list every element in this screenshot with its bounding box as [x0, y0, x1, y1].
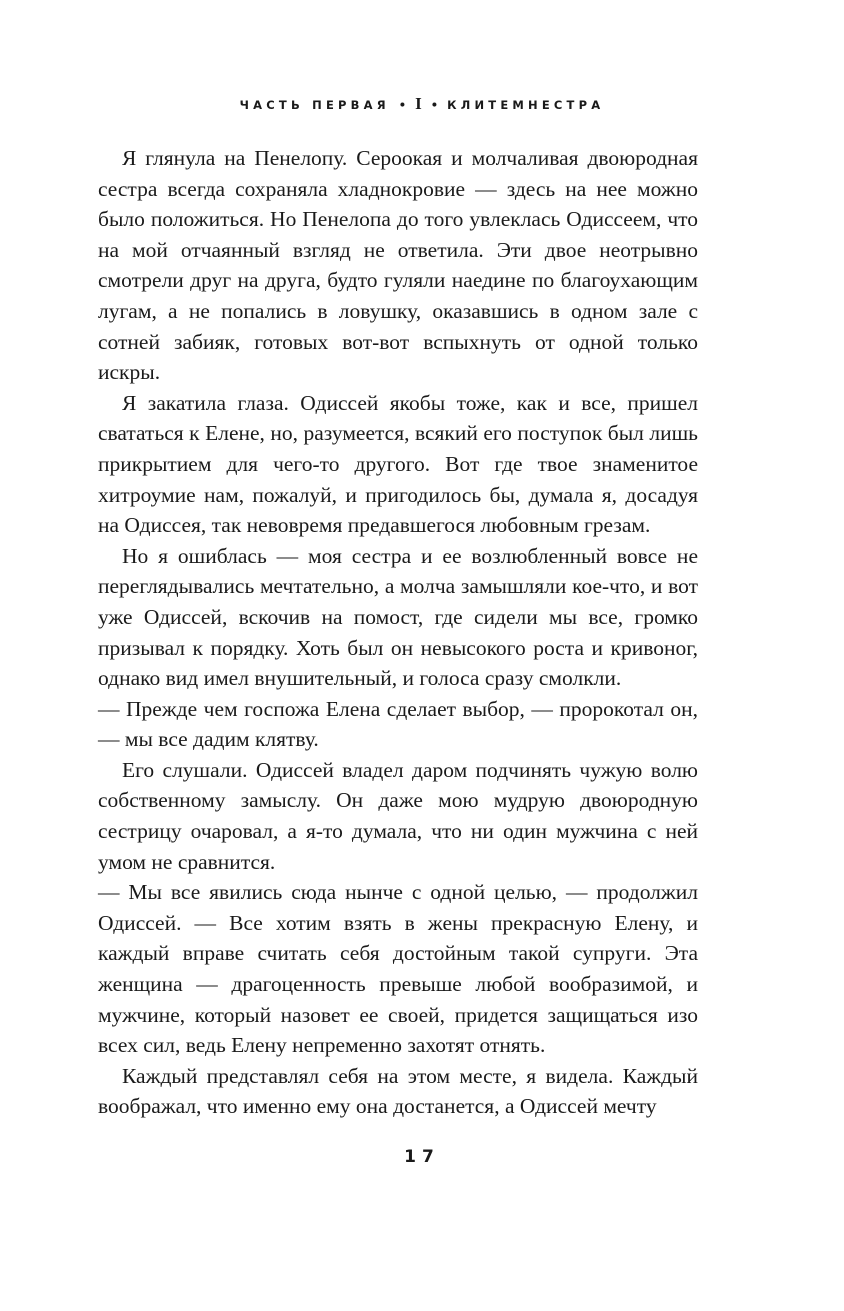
body-text	[98, 143, 698, 1122]
paragraph: Я закатила глаза. Одиссей якобы тоже, как и все, пришел свататься к Елене, но, разумеется, всякий его поступок был лишь прикрытием для чего-то другого. Вот где твое знаменитое хитроумие нам, пожалуй, и пригодилось бы, думала я, досадуя на Одиссея, так невовремя предавшегося любовным грезам.	[98, 390, 698, 538]
paragraph: Я глянула на Пенелопу. Сероокая и молчаливая двоюродная сестра всегда сохраняла хладнокровие — здесь на нее можно было положиться. Но Пенелопа до того увлеклась Одиссеем, что на мой отчаянный взгляд не ответила. Эти двое неотрывно смотрели друг на друга, будто гуляли наедине по благоухающим лугам, а не попались в ловушку, оказавшись в одном зале с сотней забияк, готовых вот-вот вспыхнуть от одной только искры.	[98, 146, 698, 385]
chapter-title: КЛИТЕМНЕСТРА	[447, 98, 605, 112]
dialogue-paragraph: — Прежде чем госпожа Елена сделает выбор, — пророкотал он, — мы все дадим клятву.	[98, 696, 698, 752]
dialogue-paragraph: — Мы все явились сюда нынче с одной целью, — продолжил Одиссей. — Все хотим взять в жены прекрасную Елену, и каждый вправе считать себя достойным такой супруги. Эта женщина — драгоценность превыше любой вообразимой, и мужчине, который назовет ее своей, придется защищаться изо всех сил, ведь Елену непременно захотят отнять.	[98, 880, 698, 1058]
running-header	[0, 94, 844, 114]
header-separator-1: •	[398, 98, 407, 112]
paragraph: Его слушали. Одиссей владел даром подчинять чужую волю собственному замыслу. Он даже мою мудрую двоюродную сестрицу очаровал, а я-то думала, что ни один мужчина с ней умом не сравнится.	[98, 757, 698, 874]
header-separator-2: •	[430, 98, 439, 112]
chapter-numeral: I	[415, 94, 422, 113]
paragraph: Каждый представлял себя на этом месте, я видела. Каждый воображал, что именно ему она достанется, а Одиссей мечту	[98, 1063, 698, 1119]
part-title: ЧАСТЬ ПЕРВАЯ	[239, 98, 390, 112]
paragraph: Но я ошиблась — моя сестра и ее возлюбленный вовсе не переглядывались мечтательно, а молча замышляли кое-что, и вот уже Одиссей, вскочив на помост, где сидели мы все, громко призывал к порядку. Хоть был он невысокого роста и кривоног, однако вид имел внушительный, и голоса сразу смолкли.	[98, 543, 698, 691]
page-number: 17	[404, 1147, 440, 1167]
